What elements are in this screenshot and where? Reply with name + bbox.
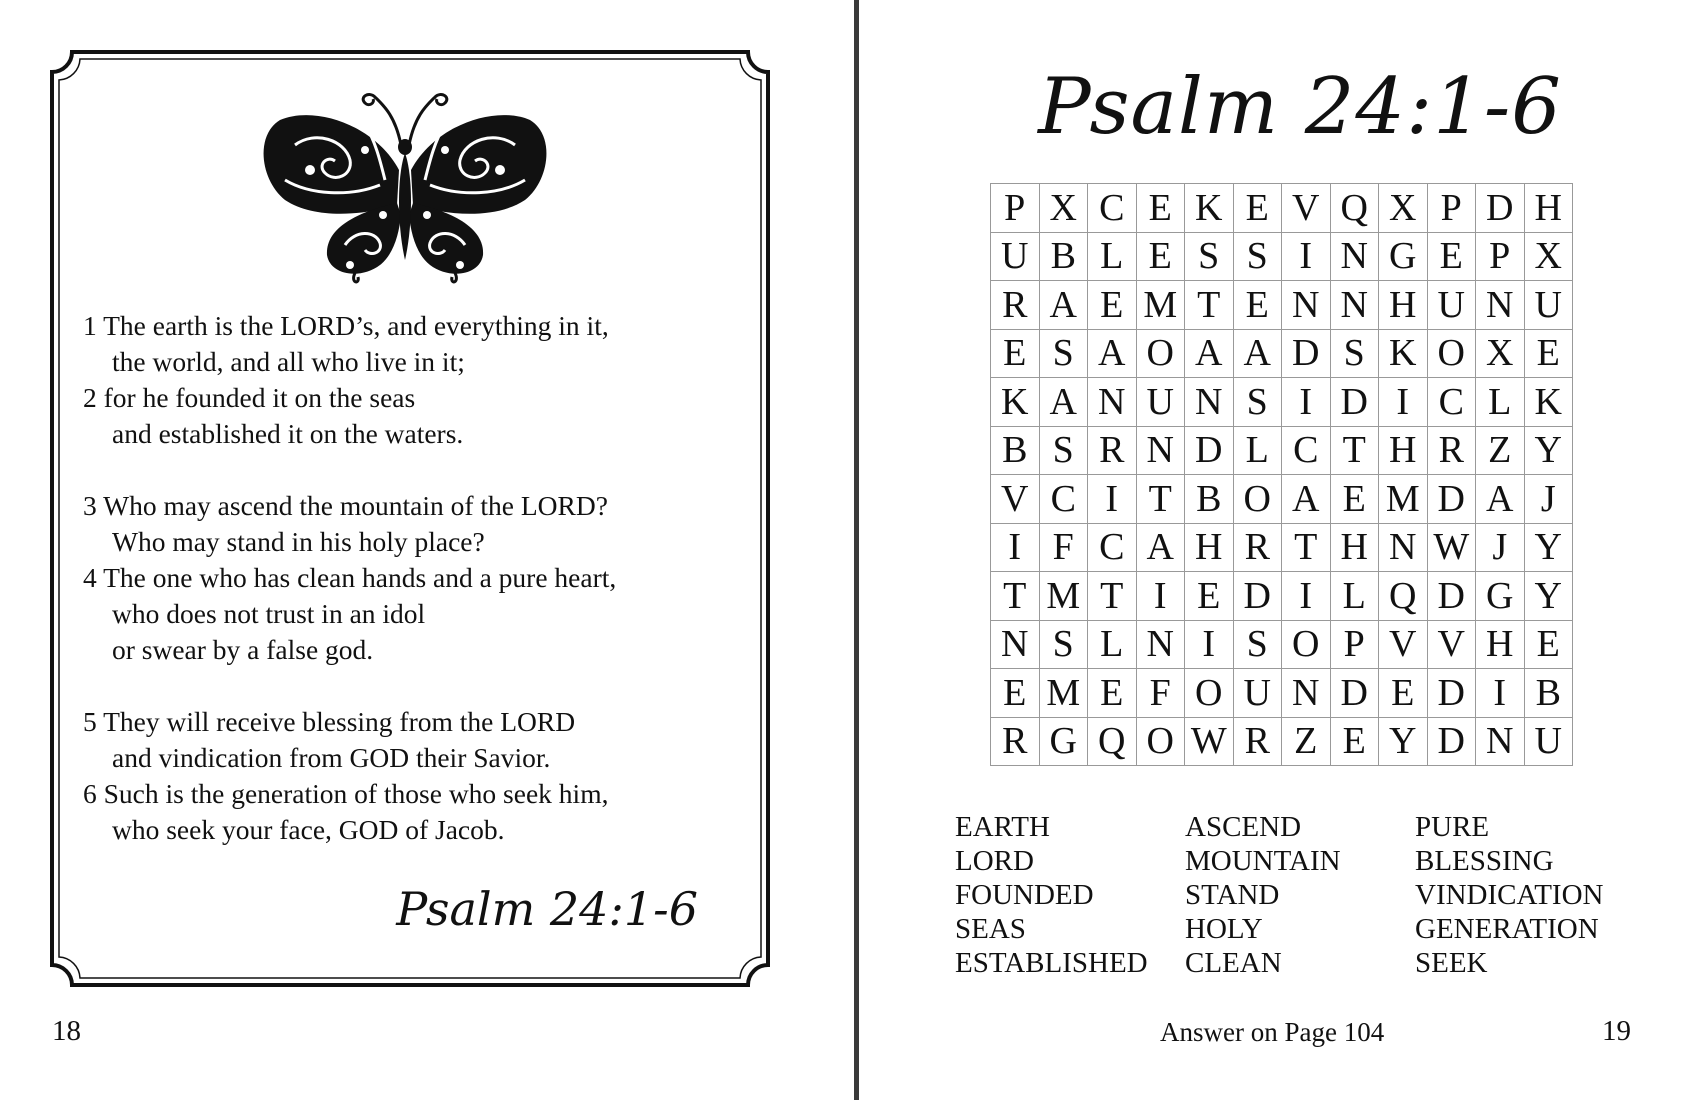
grid-cell[interactable]: L [1331, 572, 1380, 621]
grid-cell[interactable]: O [1137, 718, 1186, 767]
grid-cell[interactable]: E [991, 669, 1040, 718]
grid-cell[interactable]: Q [1379, 572, 1428, 621]
grid-cell[interactable]: H [1476, 621, 1525, 670]
grid-cell[interactable]: R [991, 281, 1040, 330]
grid-cell[interactable]: Q [1088, 718, 1137, 767]
grid-cell[interactable]: L [1234, 427, 1283, 476]
grid-cell[interactable]: K [991, 378, 1040, 427]
grid-cell[interactable]: N [1088, 378, 1137, 427]
verse-line: who does not trust in an idol [112, 598, 426, 629]
grid-cell[interactable]: A [1137, 524, 1186, 573]
word-list-item: HOLY [1185, 913, 1263, 945]
grid-cell[interactable]: D [1185, 427, 1234, 476]
grid-cell[interactable]: E [1525, 330, 1574, 379]
grid-cell[interactable]: W [1428, 524, 1477, 573]
grid-cell[interactable]: C [1282, 427, 1331, 476]
verse-line: 5 They will receive blessing from the LORD [83, 706, 576, 737]
grid-cell[interactable]: A [1185, 330, 1234, 379]
word-search-grid [990, 183, 1573, 766]
grid-cell[interactable]: M [1040, 572, 1089, 621]
grid-cell[interactable]: E [1379, 669, 1428, 718]
grid-cell[interactable]: L [1088, 621, 1137, 670]
grid-cell[interactable]: U [1137, 378, 1186, 427]
grid-cell[interactable]: I [1379, 378, 1428, 427]
grid-cell[interactable]: D [1331, 669, 1380, 718]
grid-cell[interactable]: D [1234, 572, 1283, 621]
grid-cell[interactable]: E [1234, 281, 1283, 330]
word-list-item: SEAS [955, 913, 1026, 945]
word-list-item: FOUNDED [955, 879, 1094, 911]
word-list-item: STAND [1185, 879, 1280, 911]
page-number-right: 19 [1602, 1015, 1631, 1047]
grid-cell[interactable]: E [991, 330, 1040, 379]
grid-cell[interactable]: T [1088, 572, 1137, 621]
grid-cell[interactable]: D [1428, 572, 1477, 621]
grid-cell[interactable]: N [1476, 718, 1525, 767]
grid-cell[interactable]: A [1282, 475, 1331, 524]
grid-cell[interactable]: E [1428, 233, 1477, 282]
verse-line: 3 Who may ascend the mountain of the LORD? [83, 490, 608, 521]
grid-cell[interactable]: A [1088, 330, 1137, 379]
grid-cell[interactable]: T [1185, 281, 1234, 330]
word-list-item: GENERATION [1415, 913, 1599, 945]
grid-cell[interactable]: S [1185, 233, 1234, 282]
grid-cell[interactable]: M [1137, 281, 1186, 330]
grid-cell[interactable]: N [1331, 281, 1380, 330]
word-list-item: EARTH [955, 811, 1050, 843]
grid-cell[interactable]: X [1379, 184, 1428, 233]
verse-line: 6 Such is the generation of those who seek him, [83, 778, 609, 809]
butterfly-icon [255, 85, 555, 285]
grid-cell[interactable]: P [1331, 621, 1380, 670]
grid-cell[interactable]: R [991, 718, 1040, 767]
verse-stanza [83, 488, 763, 668]
grid-cell[interactable]: J [1525, 475, 1574, 524]
grid-cell[interactable]: N [1476, 281, 1525, 330]
grid-cell[interactable]: G [1040, 718, 1089, 767]
grid-cell[interactable]: R [1428, 427, 1477, 476]
verse-stanza [83, 308, 763, 452]
word-list-item: BLESSING [1415, 845, 1554, 877]
grid-cell[interactable]: R [1088, 427, 1137, 476]
grid-cell[interactable]: K [1379, 330, 1428, 379]
word-list-item: SEEK [1415, 947, 1488, 979]
grid-cell[interactable]: P [991, 184, 1040, 233]
grid-cell[interactable]: I [1137, 572, 1186, 621]
verse-stanza [83, 704, 763, 848]
grid-cell[interactable]: F [1040, 524, 1089, 573]
grid-cell[interactable]: I [1282, 572, 1331, 621]
word-list-column [1185, 810, 1341, 980]
grid-cell[interactable]: H [1379, 281, 1428, 330]
grid-cell[interactable]: S [1234, 378, 1283, 427]
word-list-item: LORD [955, 845, 1034, 877]
word-list-column [955, 810, 1148, 980]
grid-cell[interactable]: M [1379, 475, 1428, 524]
grid-cell[interactable]: S [1331, 330, 1380, 379]
grid-cell[interactable]: B [991, 427, 1040, 476]
page-number-left: 18 [52, 1015, 81, 1047]
grid-cell[interactable]: K [1525, 378, 1574, 427]
grid-cell[interactable]: T [1137, 475, 1186, 524]
verse-line: who seek your face, GOD of Jacob. [112, 814, 505, 845]
grid-cell[interactable]: N [1331, 233, 1380, 282]
grid-cell[interactable]: B [1525, 669, 1574, 718]
word-list-item: CLEAN [1185, 947, 1282, 979]
puzzle-title: Psalm 24:1-6 [1038, 62, 1562, 152]
grid-cell[interactable]: P [1476, 233, 1525, 282]
grid-cell[interactable]: N [1379, 524, 1428, 573]
verse-line: or swear by a false god. [112, 634, 374, 665]
grid-cell[interactable]: S [1040, 427, 1089, 476]
grid-cell[interactable]: D [1428, 718, 1477, 767]
grid-cell[interactable]: E [1234, 184, 1283, 233]
grid-cell[interactable]: A [1234, 330, 1283, 379]
verse-line: Who may stand in his holy place? [112, 526, 485, 557]
grid-cell[interactable]: B [1185, 475, 1234, 524]
grid-cell[interactable]: J [1476, 524, 1525, 573]
grid-cell[interactable]: T [1282, 524, 1331, 573]
grid-cell[interactable]: E [1331, 475, 1380, 524]
grid-cell[interactable]: B [1040, 233, 1089, 282]
verse-line: 4 The one who has clean hands and a pure heart, [83, 562, 617, 593]
verse-line: and vindication from GOD their Savior. [112, 742, 551, 773]
verse-line: and established it on the waters. [112, 418, 464, 449]
grid-cell[interactable]: E [1088, 669, 1137, 718]
grid-cell[interactable]: N [1185, 378, 1234, 427]
grid-cell[interactable]: G [1379, 233, 1428, 282]
grid-cell[interactable]: F [1137, 669, 1186, 718]
grid-cell[interactable]: V [991, 475, 1040, 524]
psalm-caption: Psalm 24:1-6 [396, 882, 698, 936]
grid-cell[interactable]: N [1282, 669, 1331, 718]
verse-line: 1 The earth is the LORD’s, and everything in it, [83, 310, 609, 341]
grid-cell[interactable]: D [1331, 378, 1380, 427]
verse-line: 2 for he founded it on the seas [83, 382, 416, 413]
grid-cell[interactable]: K [1185, 184, 1234, 233]
grid-cell[interactable]: X [1525, 233, 1574, 282]
grid-cell[interactable]: N [1137, 621, 1186, 670]
grid-cell[interactable]: D [1428, 475, 1477, 524]
grid-cell[interactable]: Y [1525, 572, 1574, 621]
grid-cell[interactable]: E [1185, 572, 1234, 621]
grid-cell[interactable]: Y [1525, 427, 1574, 476]
grid-cell[interactable]: H [1185, 524, 1234, 573]
word-list-item: VINDICATION [1415, 879, 1604, 911]
grid-cell[interactable]: L [1476, 378, 1525, 427]
grid-cell[interactable]: U [1525, 281, 1574, 330]
grid-cell[interactable]: S [1234, 233, 1283, 282]
verse-line: the world, and all who live in it; [112, 346, 465, 377]
grid-cell[interactable]: P [1428, 184, 1477, 233]
grid-cell[interactable]: H [1525, 184, 1574, 233]
word-list-column [1415, 810, 1603, 980]
word-list-item: PURE [1415, 811, 1490, 843]
word-list-item: ASCEND [1185, 811, 1302, 843]
word-list-item: MOUNTAIN [1185, 845, 1341, 877]
grid-cell[interactable]: Z [1476, 427, 1525, 476]
grid-cell[interactable]: O [1234, 475, 1283, 524]
grid-cell[interactable]: Z [1282, 718, 1331, 767]
word-list-item: ESTABLISHED [955, 947, 1148, 979]
grid-cell[interactable]: O [1282, 621, 1331, 670]
grid-cell[interactable]: U [991, 233, 1040, 282]
grid-cell[interactable]: I [1088, 475, 1137, 524]
grid-cell[interactable]: C [1040, 475, 1089, 524]
grid-cell[interactable]: S [1234, 621, 1283, 670]
verse-frame [50, 50, 770, 987]
grid-cell[interactable]: O [1428, 330, 1477, 379]
grid-cell[interactable]: E [1137, 233, 1186, 282]
grid-cell[interactable]: L [1088, 233, 1137, 282]
grid-cell[interactable]: I [1282, 233, 1331, 282]
grid-cell[interactable]: T [1331, 427, 1380, 476]
grid-cell[interactable]: C [1428, 378, 1477, 427]
grid-cell[interactable]: U [1234, 669, 1283, 718]
page-divider [854, 0, 859, 1100]
grid-cell[interactable]: U [1525, 718, 1574, 767]
grid-cell[interactable]: M [1040, 669, 1089, 718]
answer-note: Answer on Page 104 [1160, 1017, 1385, 1047]
grid-cell[interactable]: O [1137, 330, 1186, 379]
grid-cell[interactable]: D [1428, 669, 1477, 718]
grid-cell[interactable]: V [1379, 621, 1428, 670]
grid-cell[interactable]: N [991, 621, 1040, 670]
grid-cell[interactable]: Q [1331, 184, 1380, 233]
grid-cell[interactable]: T [991, 572, 1040, 621]
grid-cell[interactable]: S [1040, 621, 1089, 670]
grid-cell[interactable]: X [1476, 330, 1525, 379]
grid-cell[interactable]: E [1525, 621, 1574, 670]
grid-cell[interactable]: G [1476, 572, 1525, 621]
grid-cell[interactable]: N [1137, 427, 1186, 476]
grid-cell[interactable]: E [1137, 184, 1186, 233]
grid-cell[interactable]: U [1428, 281, 1477, 330]
grid-cell[interactable]: V [1428, 621, 1477, 670]
grid-cell[interactable]: H [1379, 427, 1428, 476]
grid-cell[interactable]: N [1282, 281, 1331, 330]
grid-cell[interactable]: I [1282, 378, 1331, 427]
grid-cell[interactable]: C [1088, 524, 1137, 573]
grid-cell[interactable]: I [1185, 621, 1234, 670]
grid-cell[interactable]: S [1040, 330, 1089, 379]
grid-cell[interactable]: A [1040, 378, 1089, 427]
grid-cell[interactable]: A [1040, 281, 1089, 330]
grid-cell[interactable]: R [1234, 524, 1283, 573]
grid-cell[interactable]: O [1185, 669, 1234, 718]
grid-cell[interactable]: V [1282, 184, 1331, 233]
grid-cell[interactable]: I [991, 524, 1040, 573]
grid-cell[interactable]: Y [1525, 524, 1574, 573]
grid-cell[interactable]: I [1476, 669, 1525, 718]
grid-cell[interactable]: A [1476, 475, 1525, 524]
grid-cell[interactable]: H [1331, 524, 1380, 573]
grid-cell[interactable]: D [1282, 330, 1331, 379]
grid-cell[interactable]: C [1088, 184, 1137, 233]
grid-cell[interactable]: R [1234, 718, 1283, 767]
grid-cell[interactable]: E [1088, 281, 1137, 330]
grid-cell[interactable]: E [1331, 718, 1380, 767]
grid-cell[interactable]: D [1476, 184, 1525, 233]
grid-cell[interactable]: W [1185, 718, 1234, 767]
grid-cell[interactable]: X [1040, 184, 1089, 233]
psalm-verses [83, 308, 763, 848]
grid-cell[interactable]: Y [1379, 718, 1428, 767]
